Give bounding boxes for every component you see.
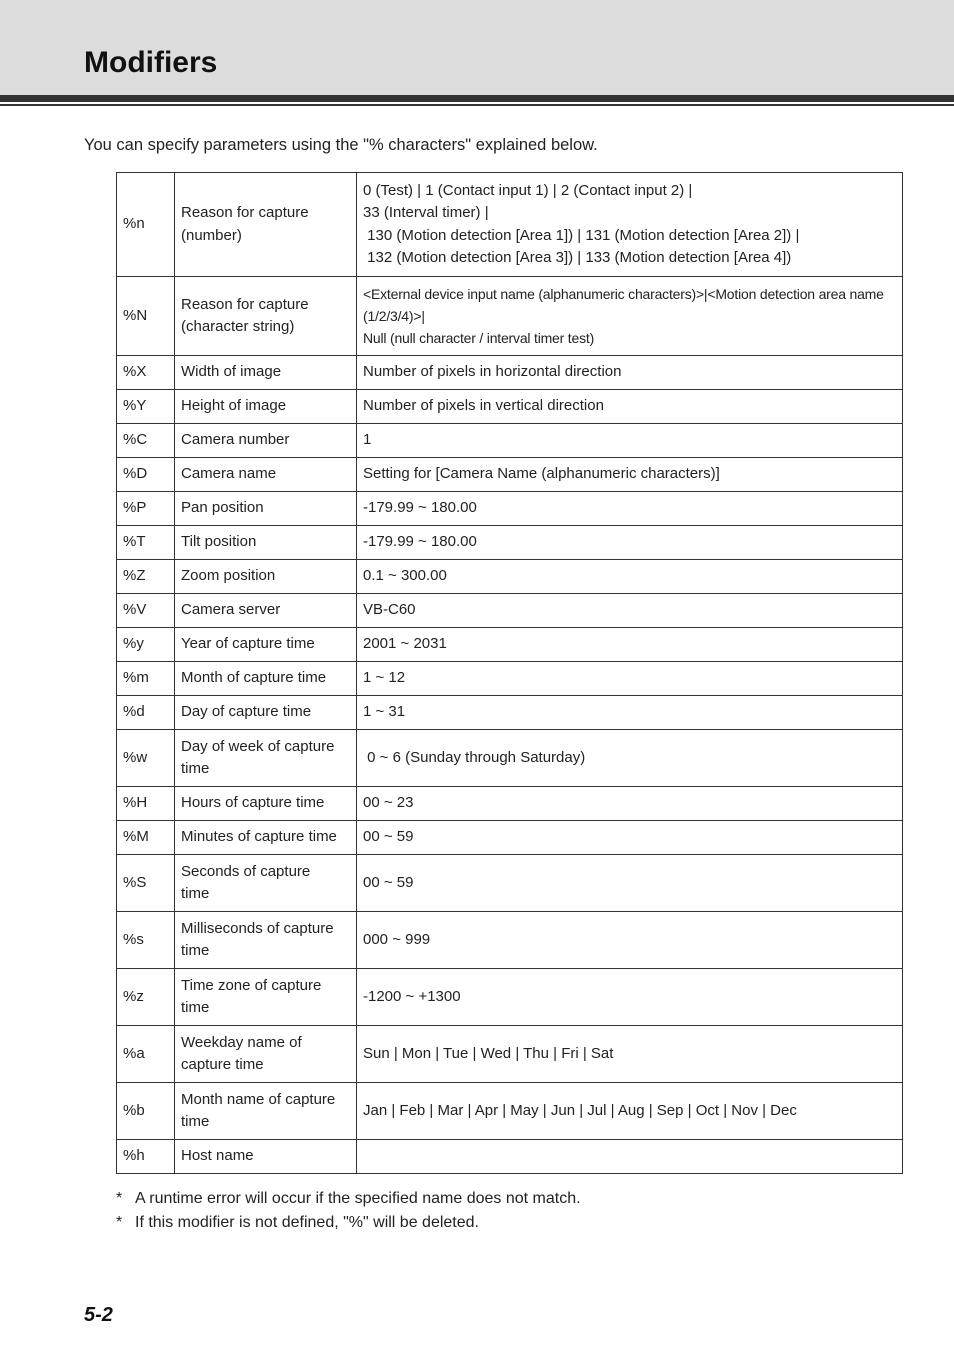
- modifier-code: %n: [117, 173, 175, 277]
- modifier-description: [175, 855, 357, 912]
- table-row: [117, 912, 903, 969]
- modifier-code: %a: [117, 1026, 175, 1083]
- modifier-value: [357, 821, 903, 855]
- value-line: 33 (Interval timer) |: [363, 204, 489, 221]
- value-line: 00 ~ 23: [363, 794, 414, 812]
- modifier-code: %Z: [117, 560, 175, 594]
- modifier-value: [357, 1026, 903, 1083]
- description-line: Milliseconds of capture: [181, 919, 334, 937]
- footnote-undefined-modifier: [116, 1214, 479, 1232]
- modifier-description: [175, 821, 357, 855]
- modifier-description: [175, 560, 357, 594]
- modifier-value: [357, 628, 903, 662]
- modifier-value: [357, 356, 903, 390]
- table-row: [117, 1083, 903, 1140]
- value-line: 00 ~ 59: [363, 828, 414, 846]
- table-row: [117, 526, 903, 560]
- value-line: 130 (Motion detection [Area 1]) | 131 (Motion detection [Area 2]) |: [363, 226, 800, 244]
- description-line: Tilt position: [181, 533, 257, 551]
- modifier-description: [175, 969, 357, 1026]
- footnote-marker: *: [116, 1190, 123, 1207]
- table-row: [117, 594, 903, 628]
- modifier-description: [175, 730, 357, 787]
- value-line: -179.99 ~ 180.00: [363, 499, 477, 517]
- description-line: Zoom position: [181, 567, 276, 585]
- modifier-description: [175, 390, 357, 424]
- modifier-value: [357, 526, 903, 560]
- table-row: [117, 458, 903, 492]
- modifier-code: %P: [117, 492, 175, 526]
- description-line: Day of capture time: [181, 703, 312, 721]
- modifier-value: [357, 662, 903, 696]
- value-line: <External device input name (alphanumeric characters)>|<Motion detection area name (1/2/3/4)>|: [363, 286, 888, 324]
- table-row: [117, 787, 903, 821]
- modifier-code: %V: [117, 594, 175, 628]
- description-line: Pan position: [181, 499, 264, 517]
- header-rule-thick: [0, 95, 954, 102]
- modifier-description: [175, 1140, 357, 1174]
- modifier-description: [175, 277, 357, 356]
- value-line: -1200 ~ +1300: [363, 987, 461, 1005]
- description-line: Year of capture time: [181, 635, 315, 653]
- description-line: Month name of capture: [181, 1090, 336, 1108]
- value-line: Setting for [Camera Name (alphanumeric characters)]: [363, 465, 720, 483]
- description-line: (character string): [181, 318, 295, 335]
- table-row: [117, 1140, 903, 1174]
- modifier-code: %T: [117, 526, 175, 560]
- header-rule-thin: [0, 104, 954, 106]
- description-line: Minutes of capture time: [181, 828, 337, 846]
- page-title: Modifiers: [84, 46, 218, 79]
- modifier-value: [357, 787, 903, 821]
- modifier-code: %m: [117, 662, 175, 696]
- modifier-description: [175, 662, 357, 696]
- modifier-value: [357, 969, 903, 1026]
- value-line: 0 (Test) | 1 (Contact input 1) | 2 (Contact input 2) |: [363, 181, 693, 199]
- modifier-value: [357, 560, 903, 594]
- modifier-description: [175, 356, 357, 390]
- value-line: Null (null character / interval timer test): [363, 330, 595, 346]
- description-line: Time zone of capture: [181, 976, 322, 994]
- modifier-code: %d: [117, 696, 175, 730]
- description-line: Host name: [181, 1147, 254, 1165]
- table-row: [117, 424, 903, 458]
- modifier-code: %Y: [117, 390, 175, 424]
- value-line: Number of pixels in vertical direction: [363, 397, 604, 415]
- value-line: 132 (Motion detection [Area 3]) | 133 (Motion detection [Area 4]): [363, 249, 792, 266]
- modifiers-table: [116, 172, 903, 1174]
- value-line: Jan | Feb | Mar | Apr | May | Jun | Jul | Aug | Sep | Oct | Nov | Dec: [363, 1101, 797, 1119]
- modifier-value: [357, 277, 903, 356]
- modifier-description: [175, 787, 357, 821]
- modifier-description: [175, 696, 357, 730]
- modifier-code: %M: [117, 821, 175, 855]
- modifier-description: [175, 1026, 357, 1083]
- modifier-value: [357, 1083, 903, 1140]
- footnote-text: If this modifier is not defined, "%" will be deleted.: [135, 1214, 479, 1231]
- table-row: [117, 969, 903, 1026]
- modifier-description: [175, 424, 357, 458]
- table-row: [117, 855, 903, 912]
- description-line: Weekday name of: [181, 1033, 302, 1051]
- table-row: [117, 390, 903, 424]
- table-row: [117, 730, 903, 787]
- description-line: Camera name: [181, 465, 277, 483]
- modifier-description: [175, 492, 357, 526]
- value-line: 0 ~ 6 (Sunday through Saturday): [363, 748, 586, 766]
- modifier-code: %X: [117, 356, 175, 390]
- value-line: -179.99 ~ 180.00: [363, 533, 477, 551]
- description-line: time: [181, 942, 210, 959]
- modifier-description: [175, 912, 357, 969]
- description-line: Seconds of capture: [181, 862, 311, 880]
- footnote-marker: *: [116, 1214, 123, 1231]
- table-row: [117, 821, 903, 855]
- modifier-description: [175, 458, 357, 492]
- description-line: Height of image: [181, 397, 287, 415]
- value-line: 00 ~ 59: [363, 873, 414, 891]
- value-line: VB-C60: [363, 601, 416, 619]
- modifier-value: [357, 390, 903, 424]
- modifiers-table-body: [117, 173, 903, 1174]
- modifier-value: [357, 594, 903, 628]
- table-row: [117, 356, 903, 390]
- table-row: [117, 696, 903, 730]
- modifier-value: [357, 424, 903, 458]
- modifier-code: %D: [117, 458, 175, 492]
- modifier-description: [175, 526, 357, 560]
- table-row: [117, 277, 903, 356]
- description-line: Month of capture time: [181, 669, 327, 687]
- description-line: Day of week of capture: [181, 737, 335, 755]
- footnote-runtime-error: [116, 1190, 581, 1208]
- modifier-value: [357, 458, 903, 492]
- modifier-code: %C: [117, 424, 175, 458]
- modifier-code: %h: [117, 1140, 175, 1174]
- table-row: [117, 1026, 903, 1083]
- modifier-description: [175, 594, 357, 628]
- table-row: [117, 560, 903, 594]
- footnote-text: A runtime error will occur if the specified name does not match.: [135, 1190, 581, 1207]
- description-line: Width of image: [181, 363, 282, 381]
- description-line: time: [181, 999, 210, 1016]
- description-line: (number): [181, 226, 242, 244]
- value-line: Sun | Mon | Tue | Wed | Thu | Fri | Sat: [363, 1044, 614, 1062]
- description-line: time: [181, 1113, 210, 1130]
- modifier-code: %b: [117, 1083, 175, 1140]
- table-row: [117, 662, 903, 696]
- description-line: Camera number: [181, 431, 290, 449]
- value-line: 2001 ~ 2031: [363, 635, 447, 653]
- description-line: Camera server: [181, 601, 281, 619]
- value-line: 0.1 ~ 300.00: [363, 567, 447, 585]
- description-line: Reason for capture: [181, 204, 309, 221]
- table-row: [117, 173, 903, 277]
- modifier-value: [357, 173, 903, 277]
- value-line: 000 ~ 999: [363, 930, 431, 948]
- value-line: 1 ~ 31: [363, 703, 406, 721]
- modifier-value: [357, 696, 903, 730]
- description-line: Hours of capture time: [181, 794, 325, 812]
- modifier-code: %H: [117, 787, 175, 821]
- page-number: 5-2: [84, 1304, 113, 1326]
- modifier-value: [357, 912, 903, 969]
- modifier-code: %y: [117, 628, 175, 662]
- modifier-code: %w: [117, 730, 175, 787]
- value-line: 1 ~ 12: [363, 669, 406, 687]
- value-line: 1: [363, 431, 372, 449]
- table-row: [117, 492, 903, 526]
- modifier-value: [357, 855, 903, 912]
- description-line: time: [181, 760, 210, 777]
- modifier-code: %N: [117, 277, 175, 356]
- modifier-code: %s: [117, 912, 175, 969]
- modifier-description: [175, 628, 357, 662]
- modifier-description: [175, 173, 357, 277]
- description-line: capture time: [181, 1056, 264, 1073]
- intro-text: You can specify parameters using the "% characters" explained below.: [84, 136, 598, 154]
- modifier-value: [357, 492, 903, 526]
- modifier-code: %z: [117, 969, 175, 1026]
- table-row: [117, 628, 903, 662]
- description-line: time: [181, 885, 210, 902]
- value-line: Number of pixels in horizontal direction: [363, 363, 622, 381]
- description-line: Reason for capture: [181, 295, 309, 313]
- modifier-value: [357, 730, 903, 787]
- modifier-description: [175, 1083, 357, 1140]
- modifier-value: [357, 1140, 903, 1174]
- modifier-code: %S: [117, 855, 175, 912]
